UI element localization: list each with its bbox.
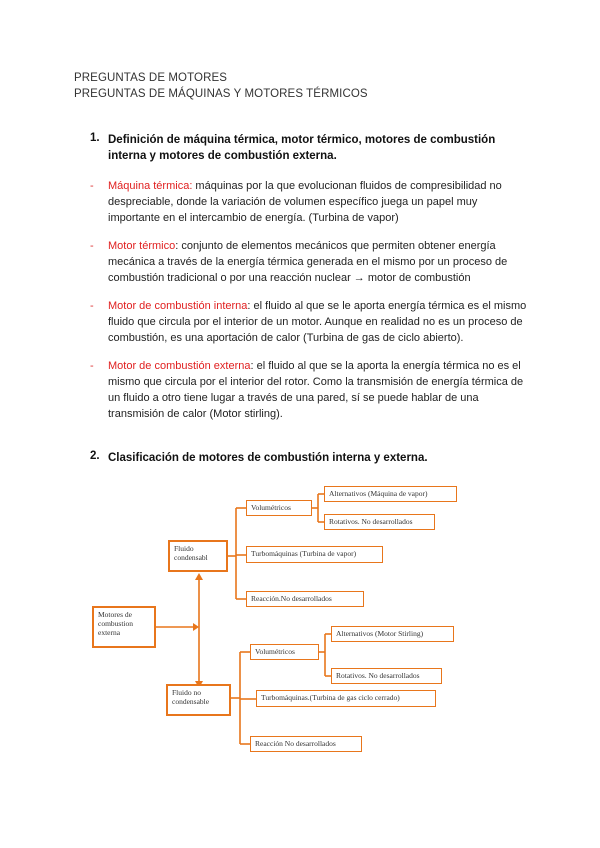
bottom-alternativos-box: Alternativos (Motor Stirling) [331,626,454,642]
definition-term: Motor térmico [108,240,176,252]
header-line-2: PREGUNTAS DE MÁQUINAS Y MOTORES TÉRMICOS [74,88,368,100]
question-2-number: 2. [90,450,100,462]
diagram-root-box: Motores de combustion externa [92,606,156,648]
definition-text: máquinas por la que evolucionan fluidos de compresibilidad no despreciable, donde la variación de volumen específico juega un papel muy importante en el intercambio de energía. (Turbina de vapor) [108,180,502,224]
definition-term: Motor de combustión interna [108,300,248,312]
top-alternativos-box: Alternativos (Máquina de vapor) [324,486,457,502]
definition-text: : el fluido al que se le aporta energía térmica es el mismo fluido que circula por el interior de un motor. Aunque en realidad no es un proceso de combustión, es una aportación de calor (Turbina de gas de ciclo abierto). [108,300,527,344]
question-1-number: 1. [90,132,100,144]
fluido-no-condensable-box: Fluido no condensable [166,684,231,716]
top-reaccion-box: Reacción.No desarrollados [246,591,364,607]
question-1-title: Definición de máquina térmica, motor térmico, motores de combustión interna y motores de combustión externa. [108,134,496,162]
definition-text: : conjunto de elementos mecánicos que permiten obtener energía mecánica a través de la energía térmica generada en el mismo por un proceso de combustión tradicional o por una reacción nuclear → motor de combustión [108,240,508,284]
top-rotativos-box: Rotativos. No desarrollados [324,514,435,530]
fluido-condensable-box: Fluido condensabl [168,540,228,572]
bottom-reaccion-box: Reacción No desarrollados [250,736,362,752]
bullet-dash: - [90,300,94,312]
bottom-turbomaquinas-box: Turbomáquinas.(Turbina de gas ciclo cerrado) [256,690,436,707]
definition-term: Máquina térmica: [108,180,193,192]
question-2-title: Clasificación de motores de combustión interna y externa. [108,452,428,464]
definition-term: Motor de combustión externa [108,360,251,372]
bottom-volumetricos-box: Volumétricos [250,644,319,660]
top-volumetricos-box: Volumétricos [246,500,312,516]
bullet-dash: - [90,360,94,372]
bullet-dash: - [90,180,94,192]
bullet-dash: - [90,240,94,252]
top-turbomaquinas-box: Turbomáquinas (Turbina de vapor) [246,546,383,563]
bottom-rotativos-box: Rotativos. No desarrollados [331,668,442,684]
definition-text: : el fluido al que se la aporta la energía térmica no es el mismo que circula por el interior del rotor. Como la transmisión de energía térmica de un fluido a otro tiene lugar a través de una pared, sí se puede hablar de una transmisión de calor (Motor stirling). [108,360,524,420]
header-line-1: PREGUNTAS DE MOTORES [74,72,228,84]
